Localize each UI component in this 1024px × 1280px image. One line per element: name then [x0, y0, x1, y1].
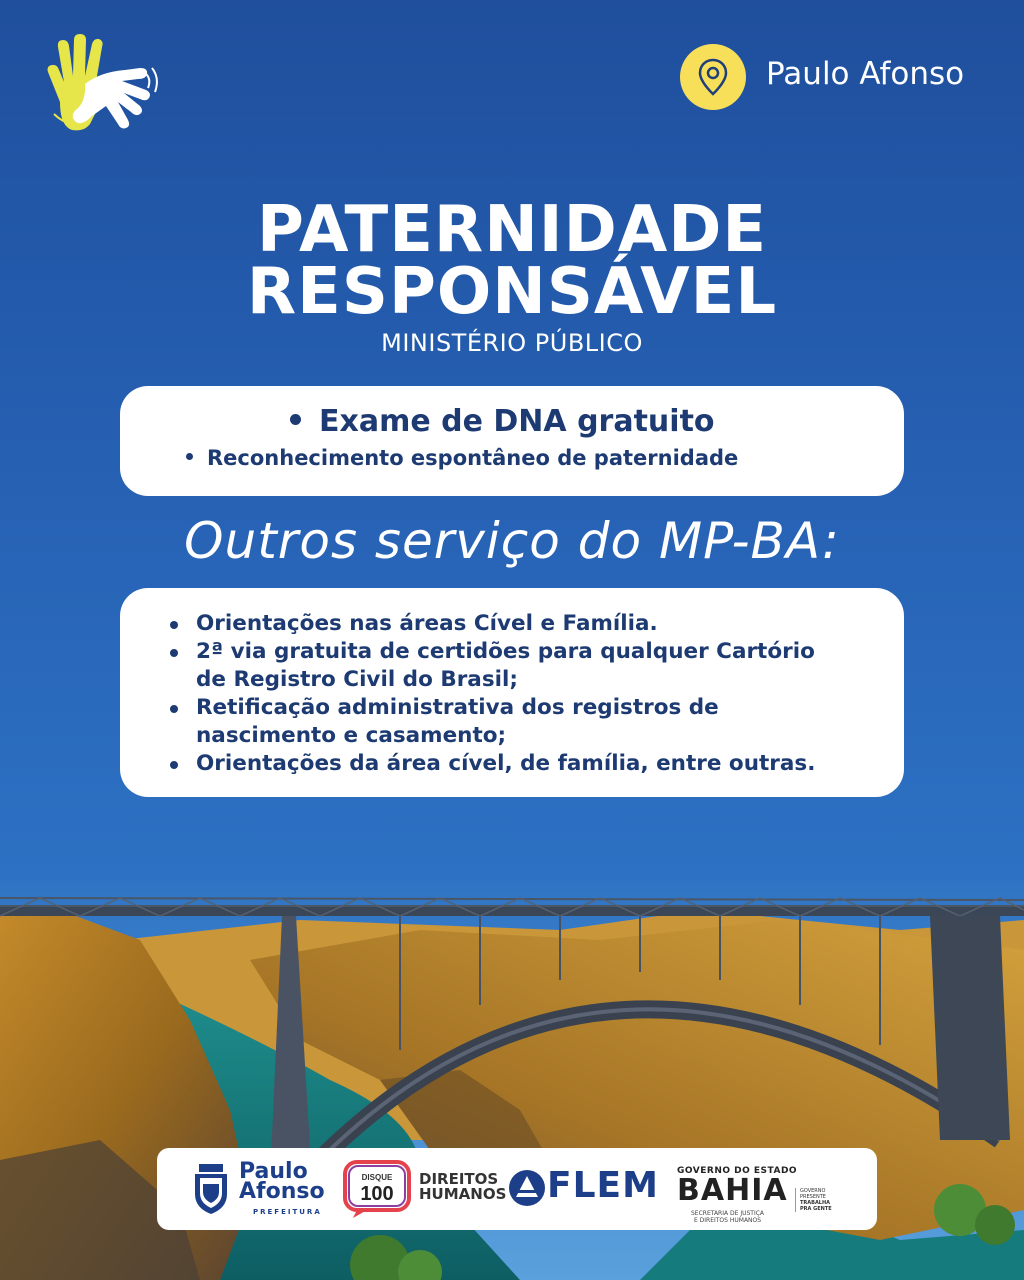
list-item: [290, 404, 715, 439]
disque-number: 100: [360, 1183, 394, 1205]
prefeitura-line1: Paulo: [239, 1159, 308, 1184]
map-pin-icon: [698, 58, 728, 96]
bullet-icon: [290, 414, 301, 425]
prefeitura-crest-icon: [191, 1162, 231, 1216]
prefeitura-line2: Afonso: [239, 1179, 325, 1204]
prefeitura-subtitle: PREFEITURA: [253, 1208, 322, 1216]
direitos-line2: HUMANOS: [419, 1185, 507, 1203]
bahia-sub-line1: SECRETARIA DE JUSTIÇA: [691, 1210, 765, 1217]
services-list: [168, 610, 888, 778]
list-item: 2ª via gratuita de certidões para qualquer Cartório: [168, 638, 888, 666]
bahia-side-line4: PRA GENTE: [800, 1206, 832, 1212]
bahia-side-line2: PRESENTE: [800, 1194, 826, 1200]
bullet-icon: [186, 453, 193, 460]
page-subtitle: MINISTÉRIO PÚBLICO: [381, 329, 643, 357]
disque-100-logo: [343, 1160, 411, 1220]
list-item-text: Exame de DNA gratuito: [319, 404, 715, 439]
prefeitura-logo-text: [239, 1159, 325, 1204]
services-card-other: [120, 588, 904, 797]
direitos-humanos-text: [419, 1172, 506, 1202]
list-item: [186, 446, 738, 470]
bahia-subtitle: [691, 1210, 764, 1224]
list-item-continuation: de Registro Civil do Brasil;: [196, 667, 518, 692]
bahia-slogan: [795, 1188, 832, 1212]
direitos-line1: DIREITOS: [419, 1170, 499, 1188]
partner-logos-bar: [157, 1148, 877, 1230]
location-badge: [680, 44, 746, 110]
disque-label: DISQUE: [361, 1173, 393, 1182]
page-title-line2: RESPONSÁVEL: [246, 255, 778, 329]
list-item: Orientações nas áreas Cível e Família.: [168, 610, 888, 638]
location-name: Paulo Afonso: [766, 56, 965, 92]
sign-language-hands-icon: [40, 32, 160, 147]
section-heading: Outros serviço do MP-BA:: [184, 512, 840, 570]
bahia-sub-line2: E DIREITOS HUMANOS: [693, 1217, 762, 1224]
bahia-logo-text: BAHIA: [677, 1173, 788, 1208]
bahia-top-text: GOVERNO DO ESTADO: [677, 1166, 798, 1176]
list-item-text: Reconhecimento espontâneo de paternidade: [207, 446, 739, 470]
bahia-side-line3: TRABALHA: [800, 1200, 831, 1206]
page-title-line1: PATERNIDADE: [256, 193, 768, 267]
bahia-side-line1: GOVERNO: [800, 1188, 826, 1194]
list-item: Retificação administrativa dos registros de: [168, 694, 888, 722]
services-card-main: [120, 386, 904, 496]
flem-logo-text: FLEM: [547, 1165, 659, 1206]
list-item: Orientações da área cível, de família, entre outras.: [168, 750, 888, 778]
flem-logo-icon: [507, 1168, 547, 1208]
list-item-continuation: nascimento e casamento;: [196, 723, 507, 748]
